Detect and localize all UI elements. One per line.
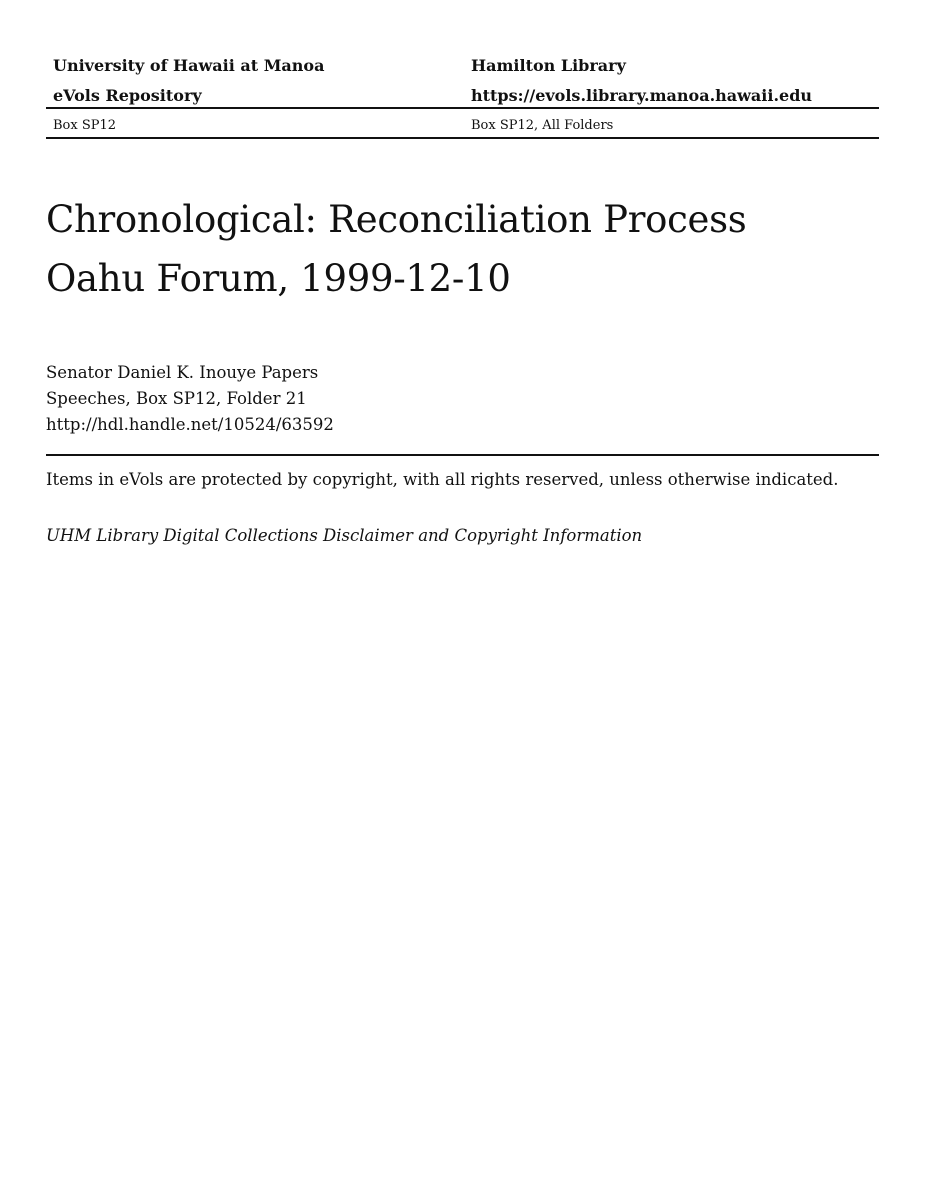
box-label: Box SP12 <box>53 118 117 133</box>
header-divider <box>46 107 879 109</box>
metadata-divider <box>46 454 879 456</box>
document-title <box>46 190 746 308</box>
repository-name: eVols Repository <box>53 86 202 105</box>
disclaimer-link[interactable]: UHM Library Digital Collections Disclaimer and Copyright Information <box>46 526 643 545</box>
title-line-2: Oahu Forum, 1999-12-10 <box>46 257 511 300</box>
repository-url[interactable]: https://evols.library.manoa.hawaii.edu <box>471 86 813 105</box>
document-metadata <box>46 360 334 438</box>
header-table <box>46 50 879 138</box>
institution-name: University of Hawaii at Manoa <box>53 56 325 75</box>
rights-statement: Items in eVols are protected by copyright, with all rights reserved, unless otherwise indicated. <box>46 470 839 489</box>
collection-name: Senator Daniel K. Inouye Papers <box>46 363 319 382</box>
header-bottom-divider <box>46 137 879 139</box>
title-line-1: Chronological: Reconciliation Process <box>46 198 747 241</box>
box-folders-label: Box SP12, All Folders <box>471 118 614 133</box>
handle-link[interactable]: http://hdl.handle.net/10524/63592 <box>46 415 334 434</box>
cover-page <box>46 50 879 545</box>
library-name: Hamilton Library <box>471 56 626 75</box>
folder-location: Speeches, Box SP12, Folder 21 <box>46 389 307 408</box>
